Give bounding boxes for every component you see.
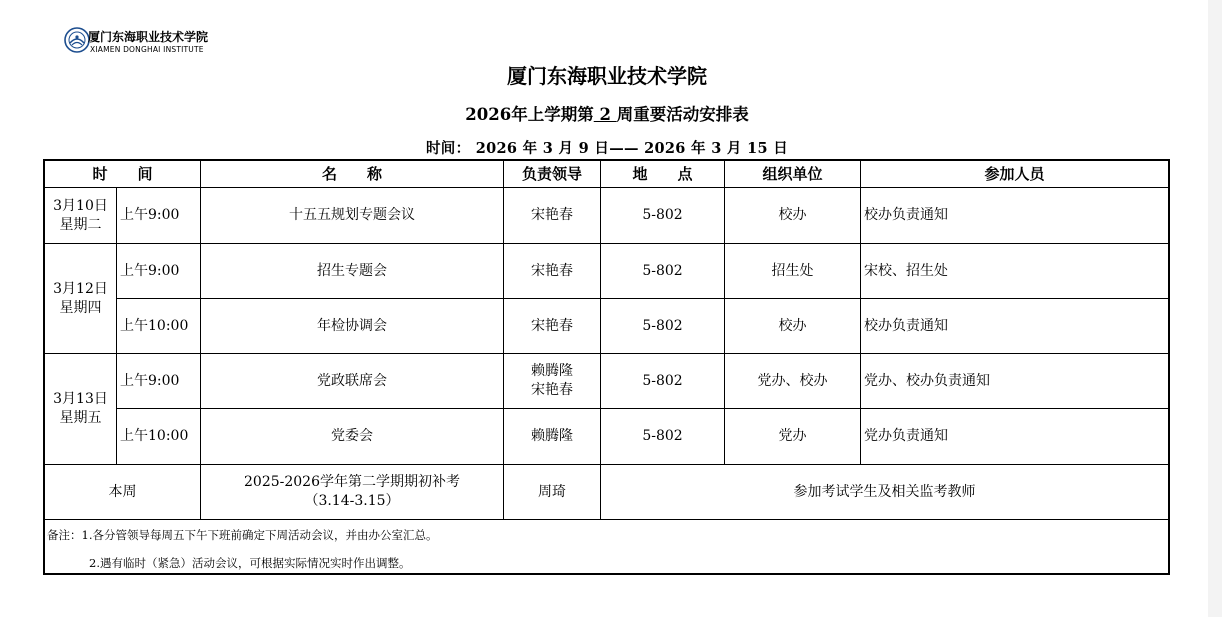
place-cell: 5-802: [642, 317, 683, 334]
institute-emblem-icon: [64, 27, 90, 53]
header-leader: 负责领导: [521, 164, 582, 183]
unit-cell: 党办: [778, 428, 807, 444]
activity-name-cell: 十五五规划专题会议: [289, 207, 415, 223]
date-range: 时间： 2026 年 3 月 9 日—— 2026 年 3 月 15 日: [425, 140, 789, 157]
day-date: 3月13日: [53, 391, 108, 407]
header-time: 时 间: [92, 164, 153, 183]
leader-cell: 宋艳春: [531, 317, 573, 334]
day-date: 3月12日: [53, 280, 108, 297]
time-cell: 上午10:00: [120, 428, 189, 444]
document-title: 厦门东海职业技术学院: [507, 64, 707, 88]
week-number: 2: [593, 105, 617, 124]
day-cell: [45, 188, 116, 243]
unit-cell: 校办: [778, 207, 807, 223]
week-attendees-cell: 参加考试学生及相关监考教师: [793, 483, 976, 500]
day-date: 3月10日: [53, 197, 108, 214]
week-leader-cell: 周琦: [538, 483, 566, 500]
leader-cell: 宋艳春: [531, 262, 573, 279]
subtitle-prefix: 2026年上学期第: [465, 105, 594, 124]
attendees-cell: 校办负责通知: [864, 317, 948, 334]
day-cell: [45, 244, 116, 353]
time-cell: 上午9:00: [120, 207, 180, 223]
unit-cell: 党办、校办: [757, 372, 828, 389]
schedule-table: [43, 159, 1170, 575]
week-label-cell: 本周: [108, 483, 137, 500]
place-cell: 5-802: [642, 428, 683, 444]
time-cell: 上午9:00: [120, 372, 180, 389]
place-cell: 5-802: [642, 207, 683, 223]
note-line: 备注：1.各分管领导每周五下午下班前确定下周活动会议，并由办公室汇总。: [47, 528, 438, 542]
week-activity-cell: [201, 465, 503, 519]
activity-name-cell: 党委会: [331, 428, 373, 444]
note-line: 2.遇有临时（紧急）活动会议，可根据实际情况实时作出调整。: [89, 556, 411, 570]
logo-chinese-name: 厦门东海职业技术学院: [88, 30, 209, 44]
time-cell: 上午10:00: [120, 317, 189, 334]
place-cell: 5-802: [642, 262, 683, 279]
leader-cell: 宋艳春: [531, 207, 573, 223]
header-place: 地 点: [632, 164, 693, 183]
header-name: 名 称: [321, 164, 382, 183]
attendees-cell: 党办负责通知: [864, 428, 948, 444]
leader-cell: 赖腾隆: [531, 428, 573, 444]
week-activity-name: 2025-2026学年第二学期期初补考: [244, 474, 460, 490]
place-cell: 5-802: [642, 372, 683, 389]
leader-cell: [504, 354, 600, 408]
unit-cell: 校办: [778, 317, 807, 334]
day-weekday: 星期五: [59, 410, 102, 426]
subtitle-suffix: 周重要活动安排表: [616, 105, 749, 124]
logo-english-name: XIAMEN DONGHAI INSTITUTE: [90, 45, 204, 54]
institute-logo: [64, 27, 214, 57]
attendees-cell: 校办负责通知: [864, 207, 948, 223]
attendees-cell: 宋校、招生处: [864, 262, 948, 279]
activity-name-cell: 年检协调会: [317, 317, 387, 334]
header-unit: 组织单位: [762, 164, 823, 183]
day-weekday: 星期四: [59, 299, 102, 316]
leader-name: 赖腾隆: [531, 363, 573, 379]
leader-name: 宋艳春: [531, 382, 573, 398]
day-cell: [45, 354, 116, 464]
activity-name-cell: 招生专题会: [317, 262, 387, 279]
activity-name-cell: 党政联席会: [317, 372, 387, 389]
day-weekday: 星期二: [59, 216, 102, 233]
week-activity-dates: （3.14-3.15）: [304, 493, 400, 509]
schedule-subtitle: [0, 101, 1214, 125]
scrollbar[interactable]: [1208, 0, 1222, 617]
attendees-cell: 党办、校办负责通知: [864, 372, 990, 389]
unit-cell: 招生处: [771, 262, 814, 279]
time-cell: 上午9:00: [120, 262, 180, 279]
header-attendees: 参加人员: [984, 164, 1045, 183]
